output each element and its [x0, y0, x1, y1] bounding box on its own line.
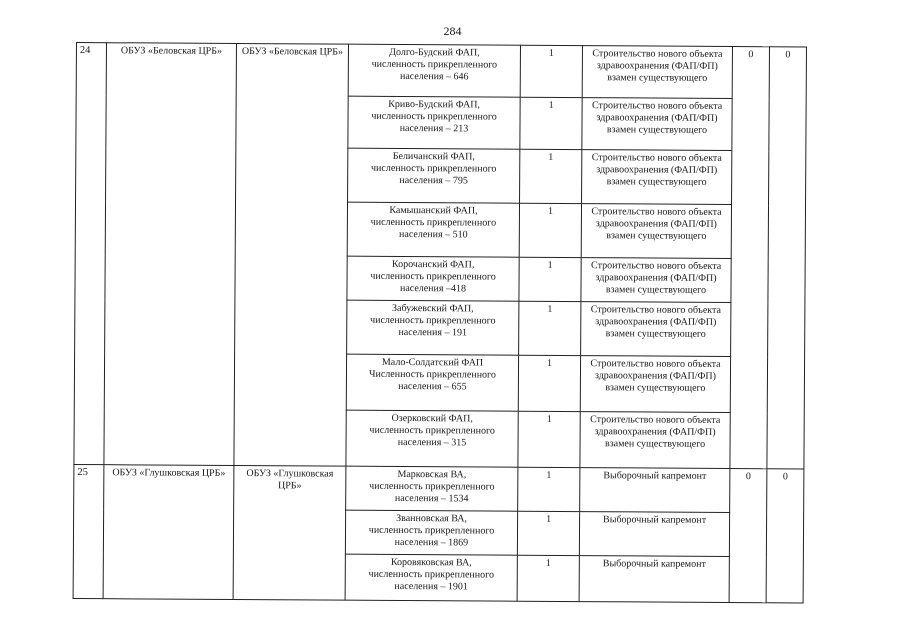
facility-line: Мало-Солдатский ФАП	[381, 356, 484, 369]
facility-line: населения –418	[399, 282, 467, 295]
facility-cell	[346, 354, 518, 411]
work-type-cell: Строительство нового объекта здравоохранения (ФАП/ФП) взамен существующего	[581, 204, 731, 259]
facility-line: Долго-Будский ФАП,	[389, 46, 480, 59]
work-type-cell: Выборочный капремонт	[579, 512, 729, 557]
facility-cell	[348, 96, 520, 149]
facility-line: Криво-Будский ФАП,	[388, 98, 480, 111]
count-cell: 1	[520, 97, 582, 149]
facility-line: численность прикрепленного	[371, 58, 498, 71]
work-type-cell: Строительство нового объекта здравоохранения (ФАП/ФП) взамен существующего	[581, 302, 731, 357]
page-number: 284	[443, 24, 462, 38]
facility-cell	[346, 466, 518, 511]
facility-cell	[345, 554, 517, 601]
facility-line: численность прикрепленного	[370, 270, 496, 283]
facility-cell	[347, 202, 519, 257]
facility-line: населения – 655	[398, 380, 467, 393]
facility-line: населения – 646	[399, 70, 469, 83]
table-body	[73, 43, 806, 603]
facility-line: численность прикрепленного	[369, 424, 495, 437]
facility-line: численность прикрепленного	[369, 480, 495, 493]
facility-line: населения – 1901	[394, 580, 468, 593]
owner-cell: ОБУЗ «Беловская ЦРБ»	[234, 43, 349, 466]
value-b-cell: 0	[767, 47, 807, 469]
value-a-cell: 0	[730, 47, 770, 469]
work-type-cell: Строительство нового объекта здравоохранения (ФАП/ФП) взамен существующего	[582, 150, 732, 205]
row-number-cell: 25	[73, 464, 104, 598]
count-cell: 1	[520, 149, 582, 203]
facility-line: населения – 795	[399, 174, 468, 187]
facility-line: Марковская ВА,	[397, 468, 467, 481]
organization-cell: ОБУЗ «Беловская ЦРБ»	[104, 43, 237, 466]
count-cell: 1	[517, 555, 579, 601]
count-cell: 1	[518, 467, 580, 511]
table-row	[76, 43, 806, 99]
count-cell: 1	[517, 511, 579, 555]
facility-line: Камышанский ФАП,	[389, 204, 478, 217]
facility-line: численность прикрепленного	[368, 568, 494, 581]
work-type-cell: Строительство нового объекта здравоохранения (ФАП/ФП) взамен существующего	[582, 98, 732, 151]
facility-cell	[348, 44, 520, 97]
facility-cell	[345, 510, 517, 555]
count-cell: 1	[519, 203, 581, 257]
facility-line: Численность прикрепленного	[369, 368, 496, 381]
facility-line: населения – 1534	[394, 492, 469, 505]
work-type-cell: Строительство нового объекта здравоохранения (ФАП/ФП) взамен существующего	[582, 46, 732, 99]
facility-line: населения – 213	[399, 122, 469, 135]
facility-line: Озерковский ФАП,	[391, 412, 473, 425]
facilities-table	[73, 42, 807, 603]
facility-line: населения – 315	[397, 436, 467, 449]
count-cell: 1	[519, 301, 581, 355]
organization-cell: ОБУЗ «Глушковская ЦРБ»	[103, 465, 234, 600]
facility-line: Корочанский ФАП,	[391, 258, 475, 271]
count-cell: 1	[519, 257, 581, 301]
facility-line: Званновская ВА,	[396, 512, 468, 525]
owner-cell: ОБУЗ «Глушковская ЦРБ»	[233, 465, 346, 600]
facility-line: Беличанский ФАП,	[392, 150, 475, 163]
work-type-cell: Выборочный капремонт	[579, 556, 729, 603]
count-cell: 1	[520, 45, 582, 97]
facility-cell	[348, 148, 520, 203]
count-cell: 1	[518, 355, 580, 411]
table-row	[74, 464, 804, 512]
facility-cell	[346, 410, 518, 467]
work-type-cell: Строительство нового объекта здравоохранения (ФАП/ФП) взамен существующего	[581, 258, 731, 303]
row-number-cell: 24	[74, 43, 107, 465]
facility-line: численность прикрепленного	[368, 524, 495, 537]
work-type-cell: Строительство нового объекта здравоохранения (ФАП/ФП) взамен существующего	[580, 412, 730, 469]
facility-line: населения – 1869	[394, 536, 469, 549]
value-b-cell: 0	[766, 469, 804, 603]
facility-cell	[347, 300, 519, 355]
work-type-cell: Выборочный капремонт	[580, 468, 730, 513]
facility-line: Забужевский ФАП,	[392, 302, 474, 315]
facility-line: численность прикрепленного	[370, 216, 497, 229]
count-cell: 1	[518, 411, 580, 467]
facility-cell	[347, 256, 519, 301]
value-a-cell: 0	[729, 469, 767, 603]
facility-line: численность прикрепленного	[370, 162, 497, 175]
facility-line: численность прикрепленного	[370, 314, 496, 327]
facility-line: населения – 510	[399, 228, 468, 241]
facility-line: Коровяковская ВА,	[390, 556, 472, 569]
work-type-cell: Строительство нового объекта здравоохранения (ФАП/ФП) взамен существующего	[580, 356, 730, 413]
table-wrapper	[73, 42, 806, 603]
facility-line: населения – 191	[398, 326, 468, 339]
facility-line: численность прикрепленного	[371, 110, 497, 123]
